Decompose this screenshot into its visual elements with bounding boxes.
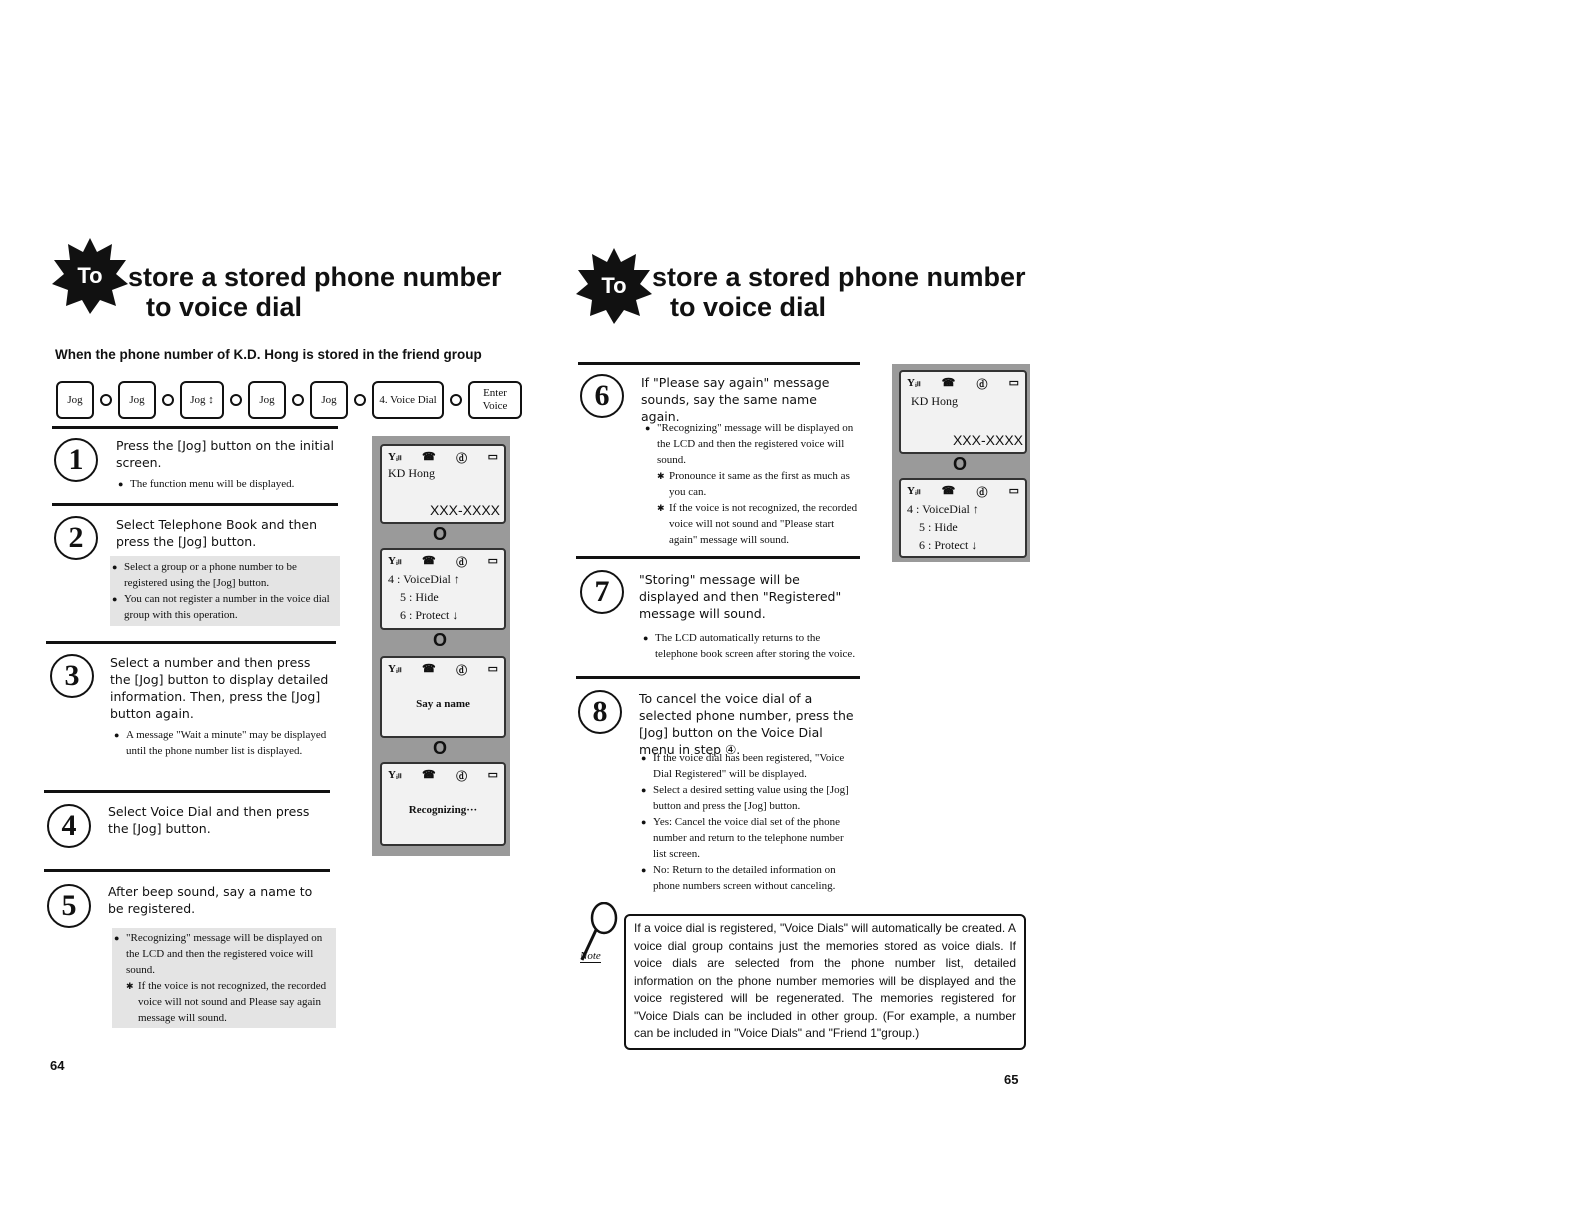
data-icon: ⓓ <box>976 379 988 391</box>
step-4-text: Select Voice Dial and then press the [Jog] button. <box>108 804 310 836</box>
sequence-arrow-icon: O <box>953 454 968 474</box>
title-line2: to voice dial <box>670 292 827 322</box>
page-number-left: 64 <box>50 1058 65 1073</box>
note: ✱ If the voice is not recognized, the recorded voice will not sound and "Please start again" message will sound. <box>645 500 859 548</box>
step-number-6: 6 <box>580 374 624 418</box>
lcd-screen-recognizing <box>380 762 506 846</box>
badge-text: To <box>77 263 103 288</box>
battery-icon: ▭ <box>487 769 498 781</box>
note: ● The function menu will be displayed. <box>118 476 338 492</box>
lcd-status-icons <box>907 376 1019 392</box>
note-box: If a voice dial is registered, "Voice Dials" will automatically be created. A voice dial group contains just the memories stored as voice dials. If voice dials are selected from the phone number list, detailed information on the phone number memories will be displayed and the voice registered will be regenerated. The memories registered for "Voice Dials can be included in other group. (For example, a number can be included in "Voice Dials" and "Friend 1"group.) <box>624 914 1026 1050</box>
note: ✱ If the voice is not recognized, the recorded voice will not sound and Please say again message will sound. <box>114 978 334 1026</box>
step-3-text: Select a number and then press the [Jog] button to display detailed information. Then, press the [Jog] button again. <box>110 655 329 721</box>
phone-icon: ☎ <box>941 485 956 497</box>
step-1-text: Press the [Jog] button on the initial screen. <box>116 438 334 470</box>
step-5-notes <box>112 928 336 1028</box>
lcd-menu-item: 6 : Protect ↓ <box>400 608 459 622</box>
sequence-arrow-icon <box>292 394 304 406</box>
note: ● "Recognizing" message will be displayed on the LCD and then the registered voice will sound. <box>645 420 859 468</box>
data-icon: ⓓ <box>456 771 468 783</box>
divider <box>576 556 860 559</box>
phone-icon: ☎ <box>421 555 436 567</box>
lcd-screen-say <box>380 656 506 738</box>
sequence-arrow-icon <box>230 394 242 406</box>
step-1-notes <box>118 476 338 492</box>
signal-icon: Yᵢₗₗ <box>388 555 402 567</box>
lcd-status-icons <box>388 554 498 570</box>
lcd-status-icons <box>388 768 498 784</box>
key-jog-4: Jog <box>310 381 348 419</box>
signal-icon: Yᵢₗₗ <box>388 451 402 463</box>
step-number-3: 3 <box>50 654 94 698</box>
note: ✱ Pronounce it same as the first as much as you can. <box>645 468 859 500</box>
note: ● Yes: Cancel the voice dial set of the phone number and return to the telephone number list screen. <box>641 814 859 862</box>
lcd-name: KD Hong <box>388 466 435 480</box>
signal-icon: Yᵢₗₗ <box>907 377 921 389</box>
lcd-recognizing: Recognizing··· <box>408 804 478 816</box>
battery-icon: ▭ <box>487 663 498 675</box>
step-7-text: "Storing" message will be displayed and then "Registered" message will sound. <box>639 572 842 621</box>
note: ● Select a group or a phone number to be registered using the [Jog] button. <box>112 559 338 591</box>
lcd-menu-item: 4 : VoiceDial ↑ <box>907 502 979 516</box>
lcd-name: KD Hong <box>911 394 958 408</box>
lcd-number: XXX-XXXX <box>429 502 500 518</box>
key-enter-voice: Enter Voice <box>468 381 522 419</box>
data-icon: ⓓ <box>456 557 468 569</box>
step-number-8: 8 <box>578 690 622 734</box>
signal-icon: Yᵢₗₗ <box>388 663 402 675</box>
sequence-arrow-icon: O <box>433 524 448 544</box>
sequence-arrow-icon <box>162 394 174 406</box>
step-3-notes <box>114 727 330 759</box>
step-2-notes <box>110 556 340 626</box>
title-line1: store a stored phone number <box>652 262 1026 292</box>
divider <box>576 676 860 679</box>
key-jog-3: Jog <box>248 381 286 419</box>
note: ● You can not register a number in the voice dial group with this operation. <box>112 591 338 623</box>
data-icon: ⓓ <box>456 453 468 465</box>
sequence-arrow-icon <box>450 394 462 406</box>
lcd-screen-initial <box>380 444 506 524</box>
page-number-right: 65 <box>1004 1072 1019 1087</box>
lcd-menu-item: 6 : Protect ↓ <box>919 538 978 552</box>
key-voice-dial: 4. Voice Dial <box>372 381 444 419</box>
step-5-text: After beep sound, say a name to be registered. <box>108 884 313 916</box>
signal-icon: Yᵢₗₗ <box>388 769 402 781</box>
divider <box>52 426 338 429</box>
note: ● A message "Wait a minute" may be displayed until the phone number list is displayed. <box>114 727 330 759</box>
title-badge-left <box>52 238 128 314</box>
divider <box>52 503 338 506</box>
key-sequence <box>56 381 522 419</box>
lcd-status-icons <box>388 662 498 678</box>
page-title-right <box>652 262 1026 322</box>
phone-icon: ☎ <box>941 377 956 389</box>
badge-text: To <box>601 273 627 298</box>
key-jog-1: Jog <box>56 381 94 419</box>
phone-icon: ☎ <box>421 451 436 463</box>
step-6-text: If "Please say again" message sounds, say the same name again. <box>641 375 830 424</box>
note: ● The LCD automatically returns to the telephone book screen after storing the voice. <box>643 630 859 662</box>
phone-icon: ☎ <box>421 663 436 675</box>
sequence-arrow-icon: O <box>433 738 448 758</box>
lcd-screen-menu <box>380 548 506 630</box>
step-7-notes <box>643 630 859 662</box>
lcd-status-icons <box>388 450 498 466</box>
key-jog-updown: Jog ↕ <box>180 381 224 419</box>
note: ● If the voice dial has been registered, "Voice Dial Registered" will be displayed. <box>641 750 859 782</box>
data-icon: ⓓ <box>976 487 988 499</box>
sequence-arrow-icon: O <box>433 630 448 650</box>
divider <box>46 641 336 644</box>
divider <box>44 869 330 872</box>
divider <box>44 790 330 793</box>
note: ● Select a desired setting value using the [Jog] button and press the [Jog] button. <box>641 782 859 814</box>
page-title-left <box>128 262 502 322</box>
step-8-text: To cancel the voice dial of a selected phone number, press the [Jog] button on the Voice Dial menu in step ④. <box>639 691 854 757</box>
step-8-notes <box>641 750 859 894</box>
note: ● No: Return to the detailed information on phone numbers screen without canceling. <box>641 862 859 894</box>
sequence-arrow-icon <box>354 394 366 406</box>
lcd-menu-item: 5 : Hide <box>400 590 439 604</box>
data-icon: ⓓ <box>456 665 468 677</box>
step-number-1: 1 <box>54 438 98 482</box>
step-number-5: 5 <box>47 884 91 928</box>
lcd-status-icons <box>907 484 1019 500</box>
lcd-say-name: Say a name <box>416 698 470 710</box>
step-2-text: Select Telephone Book and then press the [Jog] button. <box>116 517 318 549</box>
title-line1: store a stored phone number <box>128 262 502 292</box>
key-jog-2: Jog <box>118 381 156 419</box>
battery-icon: ▭ <box>487 555 498 567</box>
step-number-7: 7 <box>580 570 624 614</box>
note: ● "Recognizing" message will be displayed on the LCD and then the registered voice will sound. <box>114 930 334 978</box>
title-badge-right <box>576 248 652 324</box>
lcd-screen-initial <box>899 370 1027 454</box>
battery-icon: ▭ <box>487 451 498 463</box>
lcd-number: XXX-XXXX <box>952 432 1023 448</box>
title-line2: to voice dial <box>146 292 303 322</box>
lcd-menu-item: 5 : Hide <box>919 520 958 534</box>
sequence-arrow-icon <box>100 394 112 406</box>
battery-icon: ▭ <box>1008 485 1019 497</box>
step-number-4: 4 <box>47 804 91 848</box>
subtitle: When the phone number of K.D. Hong is stored in the friend group <box>55 347 482 362</box>
lcd-menu-item: 4 : VoiceDial ↑ <box>388 572 460 586</box>
battery-icon: ▭ <box>1008 377 1019 389</box>
divider <box>578 362 860 365</box>
note-label: Note <box>580 950 601 962</box>
lcd-screen-menu <box>899 478 1027 558</box>
step-number-2: 2 <box>54 516 98 560</box>
signal-icon: Yᵢₗₗ <box>907 485 921 497</box>
step-6-notes <box>645 420 859 548</box>
phone-icon: ☎ <box>421 769 436 781</box>
